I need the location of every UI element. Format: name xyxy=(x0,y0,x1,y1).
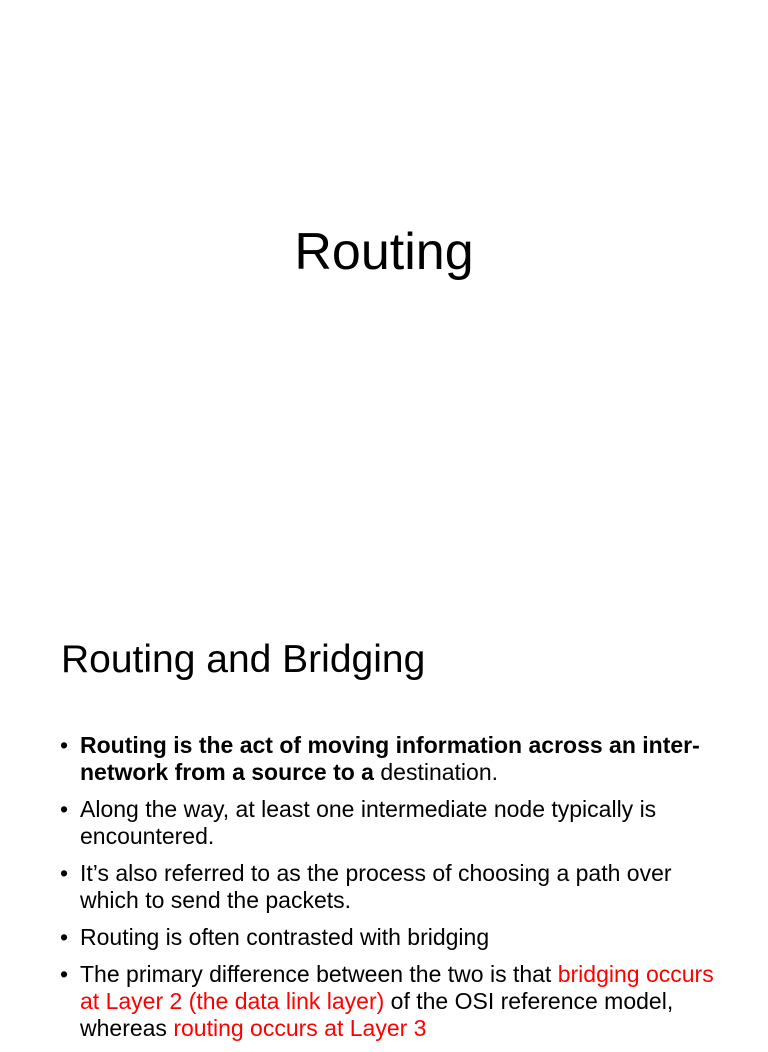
bullet-bold-text: Routing is the act of moving information across an inter-network from a source to a xyxy=(80,732,700,785)
bullet-dot-icon: • xyxy=(60,924,69,950)
bullet-dot-icon: • xyxy=(60,860,69,886)
bullet-text: Along the way, at least one intermediate node typically is encountered. xyxy=(80,796,657,849)
bullet-dot-icon: • xyxy=(60,961,69,987)
bullet-lead-text: The primary difference between the two is that xyxy=(80,961,558,987)
bullet-middle-text: of the OSI reference model, whereas xyxy=(80,988,674,1041)
bullet-item-path-selection xyxy=(60,860,720,914)
slide-title: Routing xyxy=(294,223,474,281)
bullet-text: Routing is often contrasted with bridging xyxy=(80,924,490,950)
bullet-text: It’s also referred to as the process of choosing a path over which to send the packets. xyxy=(80,860,672,913)
bullet-item-bridging-contrast xyxy=(60,924,720,951)
routing-layer-highlight: routing occurs at Layer 3 xyxy=(173,1015,427,1041)
bullet-dot-icon: • xyxy=(60,732,69,758)
bullet-dot-icon: • xyxy=(60,796,69,822)
content-slide-title: Routing and Bridging xyxy=(61,638,426,681)
bullet-text: destination. xyxy=(380,759,498,785)
content-slide xyxy=(0,576,768,1041)
bullet-item-layer-difference xyxy=(60,961,720,1042)
bridging-layer-highlight: bridging occurs at Layer 2 (the data link layer) xyxy=(80,961,714,1014)
bullet-list xyxy=(60,732,720,1052)
bullet-item-intermediate-node xyxy=(60,796,720,850)
bullet-item-routing-definition xyxy=(60,732,720,786)
